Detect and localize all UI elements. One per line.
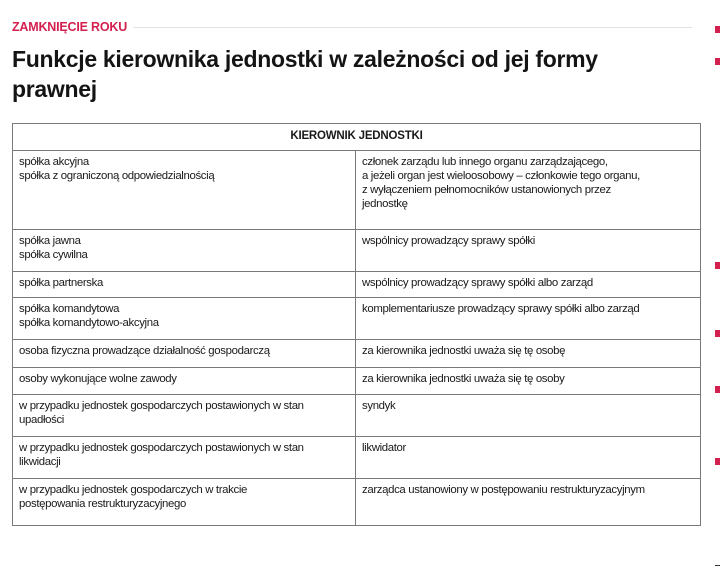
legal-form-text: spółka z ograniczoną odpowiedzialnością xyxy=(19,170,215,182)
unit-manager-cell xyxy=(356,272,701,298)
kicker-divider xyxy=(133,27,692,28)
unit-manager-text: wspólnicy prowadzący sprawy spółki albo zarząd xyxy=(362,277,593,289)
legal-form-cell xyxy=(13,479,356,526)
unit-manager-text: zarządca ustanowiony w postępowaniu restrukturyzacyjnym xyxy=(362,484,645,496)
side-marker xyxy=(715,330,720,337)
legal-form-cell xyxy=(13,272,356,298)
unit-manager-cell xyxy=(356,151,701,230)
unit-manager-cell xyxy=(356,437,701,479)
side-marker xyxy=(715,26,720,33)
side-marker xyxy=(715,262,720,269)
legal-form-cell xyxy=(13,340,356,368)
unit-manager-text: wspólnicy prowadzący sprawy spółki xyxy=(362,235,535,247)
unit-manager-text: jednostkę xyxy=(362,198,408,210)
section-kicker-row xyxy=(12,19,692,35)
legal-form-text: w przypadku jednostek gospodarczych postawionych w stan xyxy=(19,442,304,454)
table-row xyxy=(13,340,701,368)
table-header-row xyxy=(13,124,701,151)
table-row xyxy=(13,479,701,526)
legal-form-text: spółka partnerska xyxy=(19,277,103,289)
legal-form-text: osoby wykonujące wolne zawody xyxy=(19,373,177,385)
legal-form-text: spółka akcyjna xyxy=(19,156,89,168)
table-row xyxy=(13,437,701,479)
unit-manager-cell xyxy=(356,368,701,395)
legal-form-text: likwidacji xyxy=(19,456,61,468)
table-row xyxy=(13,230,701,272)
legal-form-cell xyxy=(13,395,356,437)
side-marker xyxy=(715,386,720,393)
legal-form-text: spółka komandytowa xyxy=(19,303,120,315)
legal-form-text: osoba fizyczna prowadzące działalność gospodarczą xyxy=(19,345,270,357)
unit-manager-cell xyxy=(356,340,701,368)
legal-form-text: w przypadku jednostek gospodarczych w trakcie xyxy=(19,484,248,496)
table-header: KIEROWNIK JEDNOSTKI xyxy=(13,124,701,151)
unit-manager-text: syndyk xyxy=(362,400,396,412)
unit-manager-cell xyxy=(356,298,701,340)
unit-manager-text: a jeżeli organ jest wieloosobowy – członkowie tego organu, xyxy=(362,170,640,182)
legal-form-text: w przypadku jednostek gospodarczych postawionych w stan xyxy=(19,400,304,412)
manager-functions-table xyxy=(12,123,701,526)
unit-manager-text: z wyłączeniem pełnomocników ustanowionych przez xyxy=(362,184,611,196)
table-row xyxy=(13,272,701,298)
legal-form-cell xyxy=(13,230,356,272)
section-kicker: ZAMKNIĘCIE ROKU xyxy=(12,20,128,34)
legal-form-cell xyxy=(13,298,356,340)
table-row xyxy=(13,395,701,437)
table-row xyxy=(13,368,701,395)
table-row xyxy=(13,151,701,230)
unit-manager-cell xyxy=(356,479,701,526)
legal-form-text: spółka komandytowo-akcyjna xyxy=(19,317,159,329)
legal-form-text: postępowania restrukturyzacyjnego xyxy=(19,498,187,510)
legal-form-cell xyxy=(13,151,356,230)
unit-manager-text: likwidator xyxy=(362,442,406,454)
page-title: Funkcje kierownika jednostki w zależności od jej formy prawnej xyxy=(12,46,598,102)
side-marker xyxy=(715,458,720,465)
table-row xyxy=(13,298,701,340)
legal-form-cell xyxy=(13,437,356,479)
unit-manager-cell xyxy=(356,230,701,272)
unit-manager-text: za kierownika jednostki uważa się tę osobę xyxy=(362,345,566,357)
unit-manager-text: członek zarządu lub innego organu zarządzającego, xyxy=(362,156,608,168)
unit-manager-cell xyxy=(356,395,701,437)
unit-manager-text: za kierownika jednostki uważa się tę osoby xyxy=(362,373,565,385)
legal-form-text: spółka cywilna xyxy=(19,249,88,261)
unit-manager-text: komplementariusze prowadzący sprawy spółki albo zarząd xyxy=(362,303,640,315)
corner-tick xyxy=(715,565,720,566)
legal-form-text: spółka jawna xyxy=(19,235,81,247)
side-marker xyxy=(715,58,720,65)
legal-form-cell xyxy=(13,368,356,395)
legal-form-text: upadłości xyxy=(19,414,64,426)
